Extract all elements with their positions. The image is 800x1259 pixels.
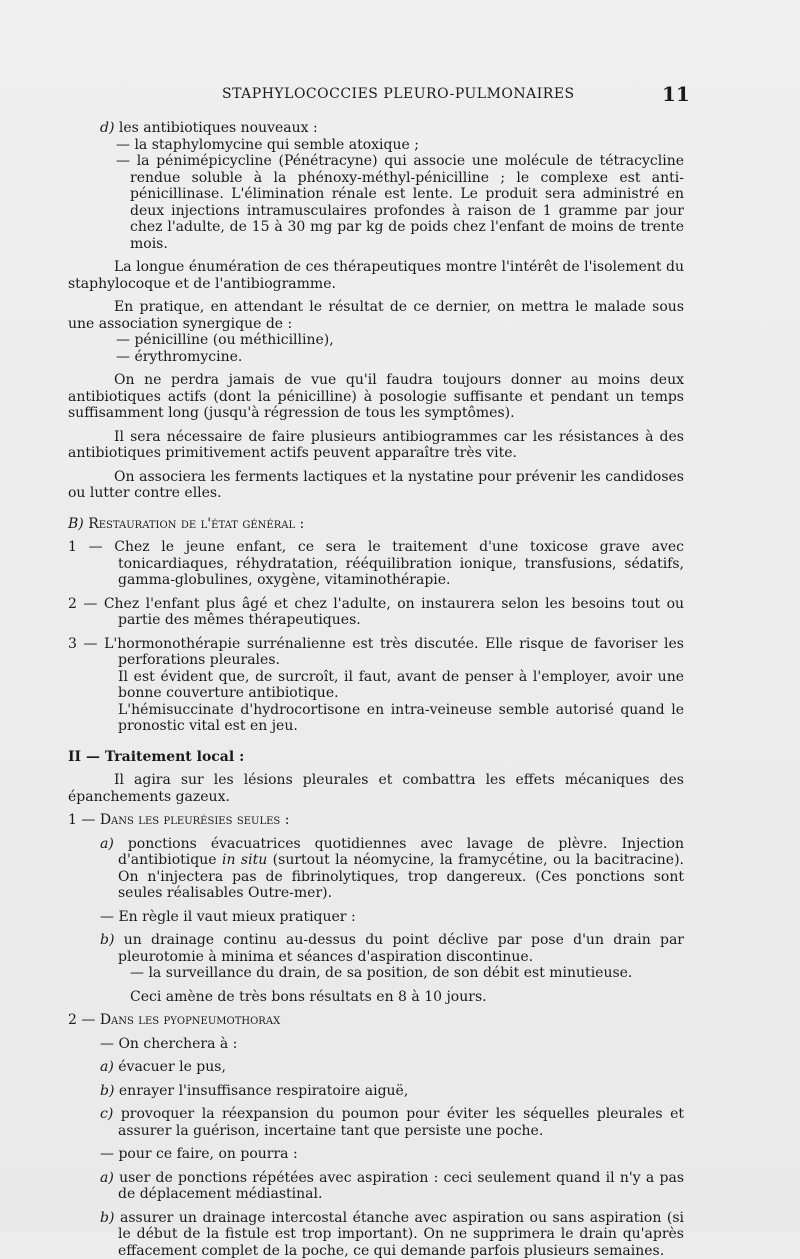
page-body bbox=[68, 120, 684, 1259]
list-item: a) ponctions évacuatrices quotidiennes avec lavage de plèvre. Injection d'antibiotique in situ (surtout la néomycine, la framycétine, ou la bacitracine). On n'injectera pas de fibrinolytiques, trop dangereux. (Ces ponctions sont seules réalisables Outre-mer). bbox=[68, 836, 684, 902]
subsection-heading: 2 — Dans les pyopneumothorax bbox=[68, 1012, 684, 1029]
subsection-heading: 1 — Dans les pleurésies seules : bbox=[68, 812, 684, 829]
list-item: c) provoquer la réexpansion du poumon pour éviter les séquelles pleurales et assurer la guérison, incertaine tant que persiste une poche. bbox=[68, 1106, 684, 1139]
list-item: — érythromycine. bbox=[68, 349, 684, 366]
list-item-continuation: — la surveillance du drain, de sa position, de son débit est minutieuse. bbox=[68, 965, 684, 982]
paragraph: En pratique, en attendant le résultat de ce dernier, on mettra le malade sous une association synergique de : bbox=[68, 299, 684, 332]
section-heading: II — Traitement local : bbox=[68, 749, 684, 766]
list-item-continuation: Il est évident que, de surcroît, il faut, avant de penser à l'employer, avoir une bonne couverture antibiotique. bbox=[68, 669, 684, 702]
list-item: — la staphylomycine qui semble atoxique ; bbox=[68, 137, 684, 154]
list-item: 3 — L'hormonothérapie surrénalienne est très discutée. Elle risque de favoriser les perforations pleurales. bbox=[68, 636, 684, 669]
list-item: a) user de ponctions répétées avec aspiration : ceci seulement quand il n'y a pas de déplacement médiastinal. bbox=[68, 1170, 684, 1203]
list-item: b) assurer un drainage intercostal étanche avec aspiration ou sans aspiration (si le début de la fistule est trop important). On ne supprimera le drain qu'après effacement complet de la poche, ce qui demande parfois plusieurs semaines. bbox=[68, 1210, 684, 1259]
paragraph: Il sera nécessaire de faire plusieurs antibiogrammes car les résistances à des antibiotiques primitivement actifs peuvent apparaître très vite. bbox=[68, 429, 684, 462]
page-number: 11 bbox=[662, 82, 690, 106]
list-item-continuation: L'hémisuccinate d'hydrocortisone en intra-veineuse semble autorisé quand le pronostic vital est en jeu. bbox=[68, 702, 684, 735]
list-item: — pénicilline (ou méthicilline), bbox=[68, 332, 684, 349]
section-heading: B) Restauration de l'état général : bbox=[68, 516, 684, 533]
list-item: — En règle il vaut mieux pratiquer : bbox=[68, 909, 684, 926]
paragraph: On associera les ferments lactiques et la nystatine pour prévenir les candidoses ou lutter contre elles. bbox=[68, 469, 684, 502]
running-head: STAPHYLOCOCCIES PLEURO-PULMONAIRES bbox=[222, 86, 575, 102]
paragraph: Ceci amène de très bons résultats en 8 à 10 jours. bbox=[68, 989, 684, 1006]
paragraph: On ne perdra jamais de vue qu'il faudra toujours donner au moins deux antibiotiques actifs (dont la pénicilline) à posologie suffisante et pendant un temps suffisamment long (jusqu'à régression de tous les symptômes). bbox=[68, 372, 684, 422]
list-item: a) évacuer le pus, bbox=[68, 1059, 684, 1076]
list-item: 1 — Chez le jeune enfant, ce sera le traitement d'une toxicose grave avec tonicardiaques, réhydratation, rééquilibration ionique, transfusions, sédatifs, gamma-globulines, oxygène, vitaminothérapie. bbox=[68, 539, 684, 589]
list-item: — pour ce faire, on pourra : bbox=[68, 1146, 684, 1163]
list-item: b) enrayer l'insuffisance respiratoire aiguë, bbox=[68, 1083, 684, 1100]
list-item: — On cherchera à : bbox=[68, 1036, 684, 1053]
paragraph: Il agira sur les lésions pleurales et combattra les effets mécaniques des épanchements gazeux. bbox=[68, 772, 684, 805]
list-item: — la pénimépicycline (Pénétracyne) qui associe une molécule de tétracycline rendue soluble à la phénoxy-méthyl-pénicilline ; le complexe est anti-pénicillinase. L'élimination rénale est lente. Le produit sera administré en deux injections intramusculaires profondes à raison de 1 gramme par jour chez l'adulte, de 15 à 30 mg par kg de poids chez l'enfant de moins de trente mois. bbox=[68, 153, 684, 252]
list-item: b) un drainage continu au-dessus du point déclive par pose d'un drain par pleurotomie à minima et séances d'aspiration discontinue. bbox=[68, 932, 684, 965]
block-d-intro: d) les antibiotiques nouveaux : bbox=[68, 120, 684, 137]
paragraph: La longue énumération de ces thérapeutiques montre l'intérêt de l'isolement du staphylocoque et de l'antibiogramme. bbox=[68, 259, 684, 292]
item-label: d) bbox=[100, 120, 114, 136]
list-item: 2 — Chez l'enfant plus âgé et chez l'adulte, on instaurera selon les besoins tout ou partie des mêmes thérapeutiques. bbox=[68, 596, 684, 629]
